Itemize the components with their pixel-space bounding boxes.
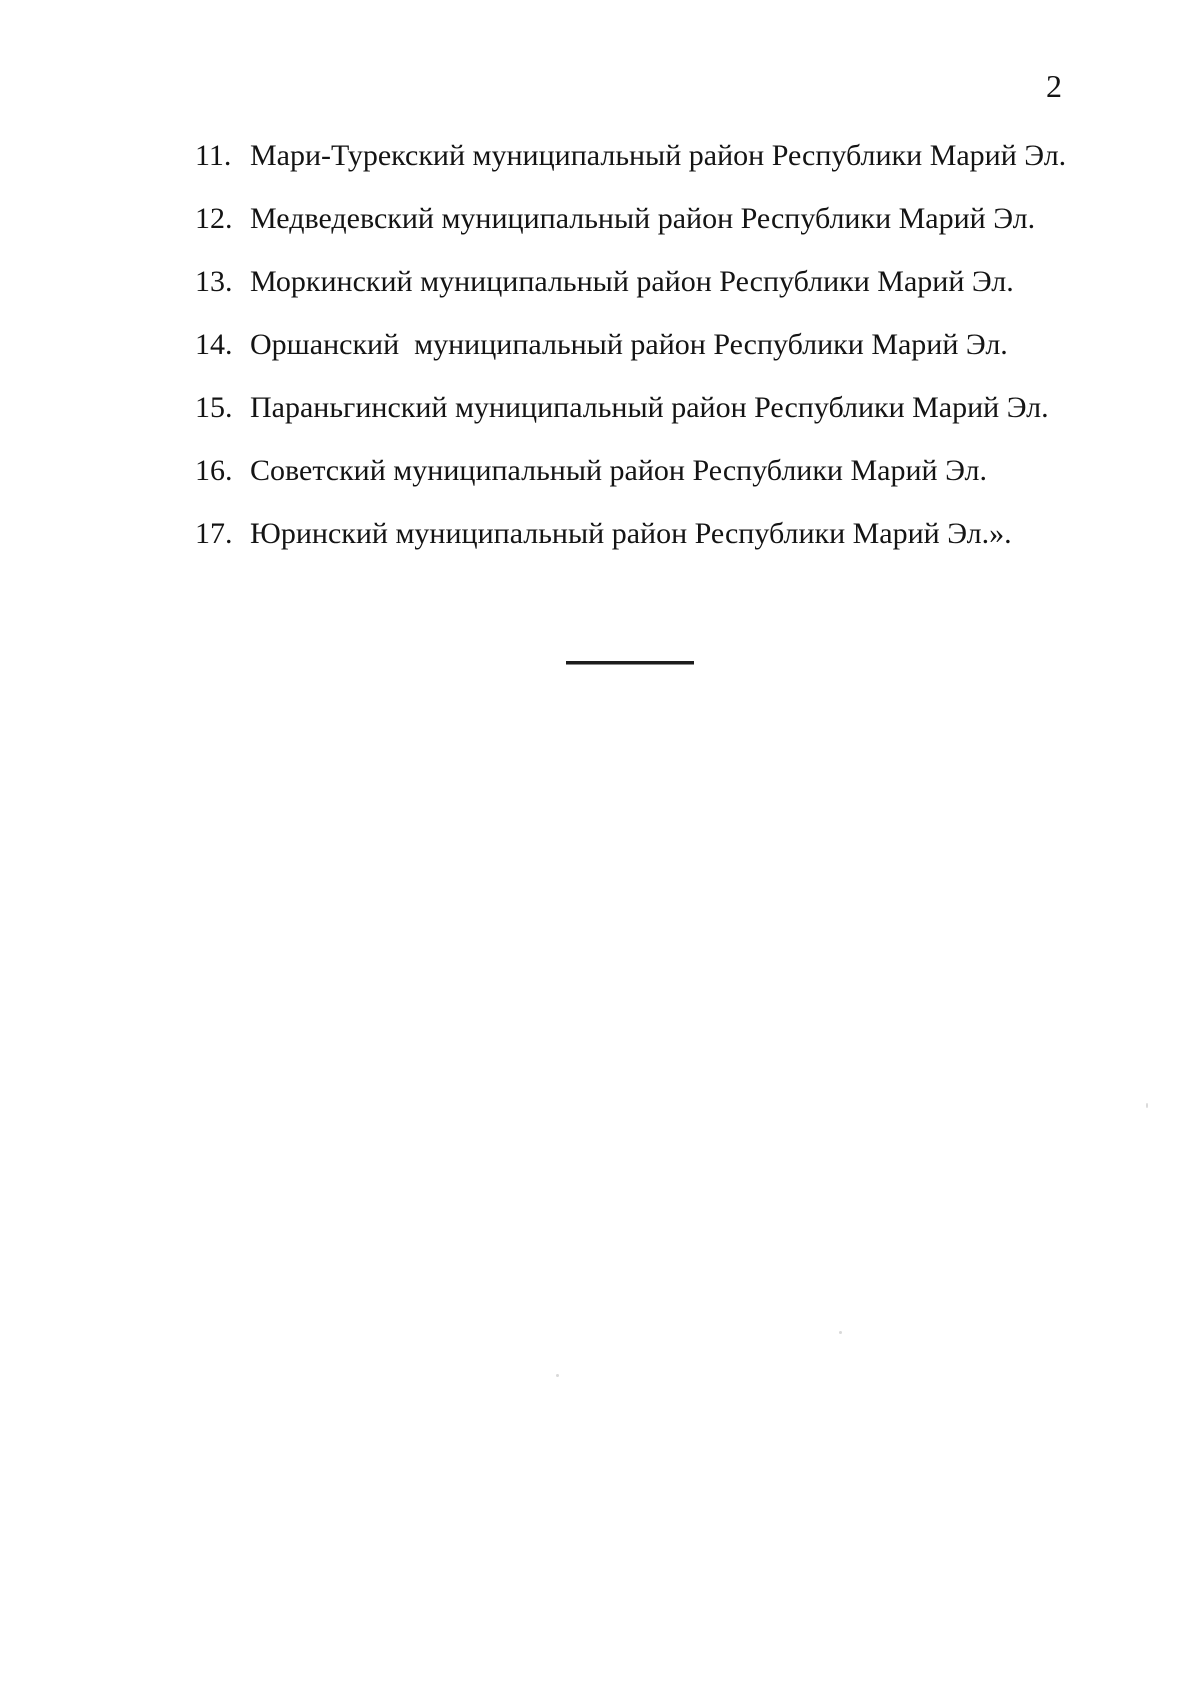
scan-speck bbox=[556, 1374, 559, 1377]
item-text: Параньгинский муниципальный район Республики Марий Эл. bbox=[250, 391, 1049, 424]
item-number: 17. bbox=[195, 517, 233, 550]
list-item bbox=[195, 327, 1075, 363]
district-list bbox=[195, 138, 1075, 579]
item-number: 12. bbox=[195, 202, 233, 235]
item-number: 16. bbox=[195, 454, 233, 487]
item-text: Оршанский муниципальный район Республики Марий Эл. bbox=[250, 328, 1008, 361]
list-item bbox=[195, 390, 1075, 426]
item-text: Мари-Турекский муниципальный район Республики Марий Эл. bbox=[250, 139, 1067, 172]
list-item bbox=[195, 264, 1075, 300]
item-text: Советский муниципальный район Республики Марий Эл. bbox=[250, 454, 987, 487]
list-item bbox=[195, 453, 1075, 489]
page-number: 2 bbox=[1046, 68, 1062, 104]
list-item bbox=[195, 516, 1075, 552]
separator-line bbox=[566, 661, 694, 665]
list-item bbox=[195, 138, 1075, 174]
list-item bbox=[195, 201, 1075, 237]
item-text: Медведевский муниципальный район Республики Марий Эл. bbox=[250, 202, 1036, 235]
item-text: Моркинский муниципальный район Республики Марий Эл. bbox=[250, 265, 1014, 298]
item-number: 11. bbox=[195, 139, 232, 172]
item-number: 13. bbox=[195, 265, 233, 298]
scan-speck bbox=[839, 1331, 842, 1334]
item-number: 15. bbox=[195, 391, 233, 424]
scan-speck bbox=[1146, 1103, 1148, 1108]
item-text: Юринский муниципальный район Республики Марий Эл.». bbox=[250, 517, 1012, 550]
item-number: 14. bbox=[195, 328, 233, 361]
